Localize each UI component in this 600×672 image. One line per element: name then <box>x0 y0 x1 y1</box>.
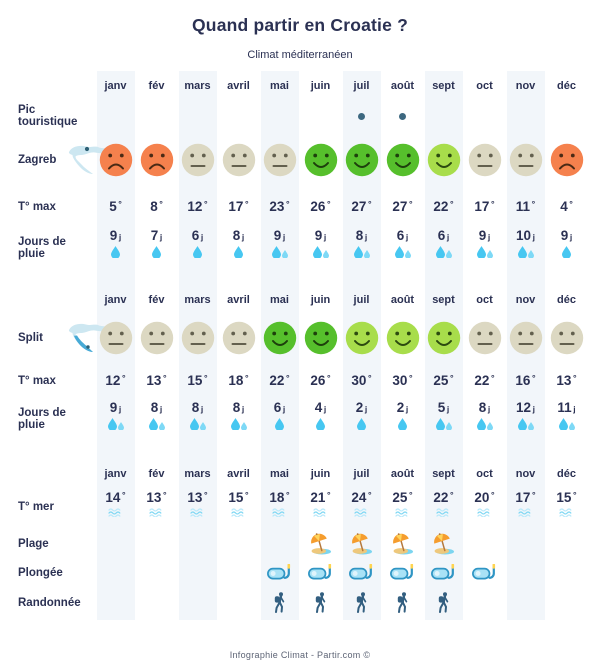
hiking-cell <box>423 587 464 618</box>
max-temperature-value: 17 ° <box>474 199 495 214</box>
month-label: juil <box>353 294 370 306</box>
max-temperature-value: 4 ° <box>560 199 573 214</box>
month-label: juin <box>310 294 331 306</box>
smiley-sad-icon <box>99 143 133 177</box>
droplet-icon <box>487 250 493 258</box>
tourist-peak-cell <box>259 101 300 131</box>
max-temperature-value: 22 ° <box>474 373 495 388</box>
sea-label: T° mer <box>18 501 54 513</box>
diving-cell <box>464 559 505 587</box>
beach-umbrella-icon <box>432 533 455 555</box>
smiley-sad-icon <box>550 143 584 177</box>
hiking-row <box>18 587 600 618</box>
rain-days-cell: 11 j <box>546 397 587 441</box>
beach-umbrella-icon <box>309 533 332 555</box>
smiley-cell <box>341 131 382 189</box>
hiking-cell <box>505 587 546 618</box>
smiley-happy-icon <box>304 143 338 177</box>
month-label: déc <box>557 80 576 92</box>
max-temperature-value: 23 ° <box>269 199 290 214</box>
snorkel-mask-icon <box>349 564 374 583</box>
smiley-neutral-icon <box>509 143 543 177</box>
month-label: sept <box>432 80 455 92</box>
smiley-happy-icon <box>345 143 379 177</box>
smiley-cell <box>546 131 587 189</box>
section-gap <box>18 441 600 463</box>
smiley-cell <box>505 131 546 189</box>
waves-icon <box>272 508 287 517</box>
zagreb-label: Zagreb <box>18 154 57 166</box>
droplet-icon <box>477 418 486 430</box>
sea-temperature-cell: 15 ° <box>546 485 587 529</box>
beach-cell <box>341 529 382 559</box>
month-label: janv <box>104 294 127 306</box>
zagreb-smiley-row <box>18 131 600 189</box>
month-label: nov <box>515 294 536 306</box>
hiking-cell <box>300 587 341 618</box>
waves-icon <box>395 508 410 517</box>
hiker-icon <box>436 592 451 613</box>
droplet-icon <box>487 422 493 430</box>
smiley-happy-light-icon <box>386 321 420 355</box>
beach-row <box>18 529 600 559</box>
droplet-icon <box>518 246 527 258</box>
droplet-icon <box>231 418 240 430</box>
rain-label: Jours de pluie <box>18 236 66 260</box>
smiley-cell <box>136 131 177 189</box>
max-temperature-value: 16 ° <box>515 373 536 388</box>
rain-days-cell: 9 j <box>259 225 300 271</box>
droplet-icon <box>152 246 161 258</box>
month-label: août <box>390 80 415 92</box>
max-temperature-value: 27 ° <box>392 199 413 214</box>
beach-cell <box>505 529 546 559</box>
smiley-cell <box>177 311 218 365</box>
droplet-icon <box>190 418 199 430</box>
max-temperature-value: 30 ° <box>392 373 413 388</box>
tourist-peak-cell <box>341 101 382 131</box>
max-temperature-value: 27 ° <box>351 199 372 214</box>
max-temperature-value: 12 ° <box>187 199 208 214</box>
droplet-icon <box>108 418 117 430</box>
smiley-sad-icon <box>140 143 174 177</box>
smiley-happy-light-icon <box>345 321 379 355</box>
diving-cell <box>177 559 218 587</box>
max-temperature-value: 22 ° <box>269 373 290 388</box>
snorkel-mask-icon <box>390 564 415 583</box>
sea-temperature-cell: 15 ° <box>218 485 259 529</box>
month-header-row-1 <box>18 71 600 101</box>
month-label: juil <box>353 468 370 480</box>
split-tmax-row <box>18 365 600 397</box>
rain-days-cell: 9 j <box>546 225 587 271</box>
beach-cell <box>95 529 136 559</box>
sea-temperature-cell: 21 ° <box>300 485 341 529</box>
rain-days-cell: 9 j <box>300 225 341 271</box>
waves-icon <box>231 508 246 517</box>
sea-temperature-cell: 24 ° <box>341 485 382 529</box>
droplet-icon <box>528 422 534 430</box>
month-label: sept <box>432 294 455 306</box>
beach-label: Plage <box>18 538 49 550</box>
max-temperature-value: 13 ° <box>556 373 577 388</box>
smiley-happy-icon <box>263 321 297 355</box>
droplet-icon <box>436 418 445 430</box>
split-rain-row <box>18 397 600 441</box>
sea-temperature-cell: 22 ° <box>423 485 464 529</box>
tourist-peak-cell <box>136 101 177 131</box>
sea-temperature-cell: 13 ° <box>177 485 218 529</box>
split-label: Split <box>18 332 43 344</box>
rain-days-cell: 9 j <box>95 397 136 441</box>
smiley-cell <box>382 311 423 365</box>
diving-cell <box>382 559 423 587</box>
smiley-happy-icon <box>304 321 338 355</box>
max-temperature-value: 18 ° <box>228 373 249 388</box>
waves-icon <box>354 508 369 517</box>
month-label: avril <box>227 468 250 480</box>
month-label: oct <box>476 294 493 306</box>
month-header-row-3 <box>18 463 600 485</box>
waves-icon <box>313 508 328 517</box>
rain-days-cell: 10 j <box>505 225 546 271</box>
max-temperature-value: 26 ° <box>310 373 331 388</box>
month-label: déc <box>557 294 576 306</box>
hiker-icon <box>354 592 369 613</box>
smiley-neutral-icon <box>222 321 256 355</box>
snorkel-mask-icon <box>308 564 333 583</box>
split-smiley-row <box>18 311 600 365</box>
rain-days-cell: 4 j <box>300 397 341 441</box>
smiley-cell <box>300 311 341 365</box>
smiley-cell <box>300 131 341 189</box>
beach-cell <box>546 529 587 559</box>
hiking-cell <box>136 587 177 618</box>
sea-temperature-cell: 14 ° <box>95 485 136 529</box>
rain-days-cell: 8 j <box>177 397 218 441</box>
rain-days-cell: 9 j <box>95 225 136 271</box>
smiley-happy-light-icon <box>427 143 461 177</box>
smiley-neutral-icon <box>140 321 174 355</box>
hiker-icon <box>272 592 287 613</box>
smiley-happy-icon <box>386 143 420 177</box>
zagreb-tmax-row <box>18 189 600 225</box>
smiley-neutral-icon <box>468 321 502 355</box>
rain-days-cell: 8 j <box>218 397 259 441</box>
footer-credit: Infographie Climat - Partir.com © <box>229 650 371 660</box>
rain-days-cell: 6 j <box>177 225 218 271</box>
beach-cell <box>464 529 505 559</box>
diving-row <box>18 559 600 587</box>
snorkel-mask-icon <box>267 564 292 583</box>
waves-icon <box>190 508 205 517</box>
tourist-peak-cell <box>177 101 218 131</box>
droplet-icon <box>272 246 281 258</box>
smiley-cell <box>95 131 136 189</box>
waves-icon <box>149 508 164 517</box>
rain-days-cell: 8 j <box>218 225 259 271</box>
smiley-neutral-icon <box>99 321 133 355</box>
rain-days-cell: 2 j <box>341 397 382 441</box>
waves-icon <box>436 508 451 517</box>
month-label: mars <box>184 80 211 92</box>
month-header-row-2 <box>18 289 600 311</box>
diving-cell <box>136 559 177 587</box>
section-gap <box>18 271 600 289</box>
droplet-icon <box>395 246 404 258</box>
sea-temperature-cell: 25 ° <box>382 485 423 529</box>
diving-cell <box>505 559 546 587</box>
waves-icon <box>559 508 574 517</box>
rain-days-cell: 2 j <box>382 397 423 441</box>
sea-temperature-cell: 17 ° <box>505 485 546 529</box>
zagreb-rain-row <box>18 225 600 271</box>
tourist-peak-cell <box>382 101 423 131</box>
diving-cell <box>546 559 587 587</box>
month-label: nov <box>515 468 536 480</box>
month-label: sept <box>432 468 455 480</box>
tmax-label: T° max <box>18 375 56 387</box>
month-label: août <box>390 468 415 480</box>
droplet-icon <box>282 250 288 258</box>
smiley-happy-light-icon <box>427 321 461 355</box>
diving-cell <box>341 559 382 587</box>
tourist-peak-cell <box>546 101 587 131</box>
tourist-peak-label: Pic touristique <box>18 104 78 128</box>
hiker-icon <box>395 592 410 613</box>
droplet-icon <box>149 418 158 430</box>
diving-cell <box>95 559 136 587</box>
beach-cell <box>218 529 259 559</box>
tourist-peak-cell <box>300 101 341 131</box>
max-temperature-value: 26 ° <box>310 199 331 214</box>
month-label: mai <box>270 294 289 306</box>
hiking-cell <box>464 587 505 618</box>
droplet-icon <box>357 418 366 430</box>
rain-days-cell: 8 j <box>341 225 382 271</box>
waves-icon <box>108 508 123 517</box>
month-label: janv <box>104 468 127 480</box>
diving-cell <box>259 559 300 587</box>
month-label: fév <box>148 80 165 92</box>
hiking-cell <box>95 587 136 618</box>
droplet-icon <box>398 418 407 430</box>
tourist-peak-row <box>18 101 600 131</box>
droplet-icon <box>559 418 568 430</box>
smiley-neutral-icon <box>263 143 297 177</box>
droplet-icon <box>364 250 370 258</box>
droplet-icon <box>446 422 452 430</box>
month-label: fév <box>148 294 165 306</box>
month-label: mars <box>184 468 211 480</box>
droplet-icon <box>118 422 124 430</box>
rain-days-cell: 6 j <box>382 225 423 271</box>
sea-temperature-cell: 20 ° <box>464 485 505 529</box>
tmax-label: T° max <box>18 201 56 213</box>
smiley-cell <box>95 311 136 365</box>
month-label: fév <box>148 468 165 480</box>
hiking-cell <box>382 587 423 618</box>
droplet-icon <box>234 246 243 258</box>
rain-days-cell: 5 j <box>423 397 464 441</box>
droplet-icon <box>193 246 202 258</box>
max-temperature-value: 22 ° <box>433 199 454 214</box>
smiley-neutral-icon <box>509 321 543 355</box>
smiley-cell <box>464 311 505 365</box>
rain-days-cell: 12 j <box>505 397 546 441</box>
hiking-cell <box>259 587 300 618</box>
snorkel-mask-icon <box>472 564 497 583</box>
droplet-icon <box>159 422 165 430</box>
droplet-icon <box>436 246 445 258</box>
smiley-cell <box>382 131 423 189</box>
month-label: déc <box>557 468 576 480</box>
max-temperature-value: 11 ° <box>515 199 536 214</box>
tourist-peak-cell <box>95 101 136 131</box>
droplet-icon <box>323 250 329 258</box>
beach-umbrella-icon <box>391 533 414 555</box>
month-label: juin <box>310 468 331 480</box>
droplet-icon <box>528 250 534 258</box>
droplet-icon <box>316 418 325 430</box>
max-temperature-value: 13 ° <box>146 373 167 388</box>
tourist-peak-dot-icon <box>399 113 406 120</box>
smiley-cell <box>546 311 587 365</box>
diving-cell <box>300 559 341 587</box>
hiking-label: Randonnée <box>18 596 81 609</box>
snorkel-mask-icon <box>431 564 456 583</box>
climate-grid <box>0 71 600 618</box>
waves-icon <box>518 508 533 517</box>
droplet-icon <box>241 422 247 430</box>
smiley-cell <box>341 311 382 365</box>
month-label: nov <box>515 80 536 92</box>
waves-icon <box>477 508 492 517</box>
droplet-icon <box>354 246 363 258</box>
beach-cell <box>423 529 464 559</box>
beach-cell <box>177 529 218 559</box>
droplet-icon <box>111 246 120 258</box>
page-subtitle: Climat méditerranéen <box>247 49 353 61</box>
smiley-neutral-icon <box>550 321 584 355</box>
hiker-icon <box>313 592 328 613</box>
max-temperature-value: 15 ° <box>187 373 208 388</box>
month-label: mars <box>184 294 211 306</box>
droplet-icon <box>275 418 284 430</box>
month-label: avril <box>227 80 250 92</box>
smiley-cell <box>136 311 177 365</box>
rain-days-cell: 7 j <box>136 225 177 271</box>
droplet-icon <box>518 418 527 430</box>
smiley-cell <box>259 311 300 365</box>
rain-days-cell: 6 j <box>259 397 300 441</box>
diving-label: Plongée <box>18 567 63 579</box>
max-temperature-value: 30 ° <box>351 373 372 388</box>
month-label: juin <box>310 80 331 92</box>
smiley-cell <box>423 131 464 189</box>
month-label: août <box>390 294 415 306</box>
hiking-cell <box>177 587 218 618</box>
max-temperature-value: 12 ° <box>105 373 126 388</box>
max-temperature-value: 5 ° <box>109 199 122 214</box>
smiley-neutral-icon <box>468 143 502 177</box>
droplet-icon <box>446 250 452 258</box>
tourist-peak-cell <box>218 101 259 131</box>
beach-cell <box>382 529 423 559</box>
smiley-cell <box>423 311 464 365</box>
smiley-cell <box>464 131 505 189</box>
tourist-peak-dot-icon <box>358 113 365 120</box>
smiley-neutral-icon <box>181 143 215 177</box>
rain-days-cell: 8 j <box>464 397 505 441</box>
smiley-cell <box>177 131 218 189</box>
month-label: mai <box>270 468 289 480</box>
rain-days-cell: 6 j <box>423 225 464 271</box>
max-temperature-value: 25 ° <box>433 373 454 388</box>
sea-temp-row <box>18 485 600 529</box>
sea-temperature-cell: 18 ° <box>259 485 300 529</box>
beach-cell <box>136 529 177 559</box>
sea-temperature-cell: 13 ° <box>136 485 177 529</box>
beach-cell <box>300 529 341 559</box>
smiley-neutral-icon <box>222 143 256 177</box>
beach-cell <box>259 529 300 559</box>
month-label: juil <box>353 80 370 92</box>
beach-umbrella-icon <box>350 533 373 555</box>
smiley-neutral-icon <box>181 321 215 355</box>
month-label: mai <box>270 80 289 92</box>
hiking-cell <box>341 587 382 618</box>
month-label: oct <box>476 80 493 92</box>
smiley-cell <box>218 311 259 365</box>
droplet-icon <box>313 246 322 258</box>
rain-days-cell: 9 j <box>464 225 505 271</box>
droplet-icon <box>405 250 411 258</box>
month-label: avril <box>227 294 250 306</box>
max-temperature-value: 8 ° <box>150 199 163 214</box>
month-label: oct <box>476 468 493 480</box>
smiley-cell <box>259 131 300 189</box>
droplet-icon <box>562 246 571 258</box>
rain-days-cell: 8 j <box>136 397 177 441</box>
smiley-cell <box>505 311 546 365</box>
droplet-icon <box>477 246 486 258</box>
hiking-cell <box>546 587 587 618</box>
smiley-cell <box>218 131 259 189</box>
rain-label: Jours de pluie <box>18 407 66 431</box>
tourist-peak-cell <box>464 101 505 131</box>
month-label: janv <box>104 80 127 92</box>
tourist-peak-cell <box>423 101 464 131</box>
hiking-cell <box>218 587 259 618</box>
tourist-peak-cell <box>505 101 546 131</box>
page-title: Quand partir en Croatie ? <box>192 15 408 35</box>
droplet-icon <box>569 422 575 430</box>
diving-cell <box>423 559 464 587</box>
droplet-icon <box>200 422 206 430</box>
diving-cell <box>218 559 259 587</box>
max-temperature-value: 17 ° <box>228 199 249 214</box>
